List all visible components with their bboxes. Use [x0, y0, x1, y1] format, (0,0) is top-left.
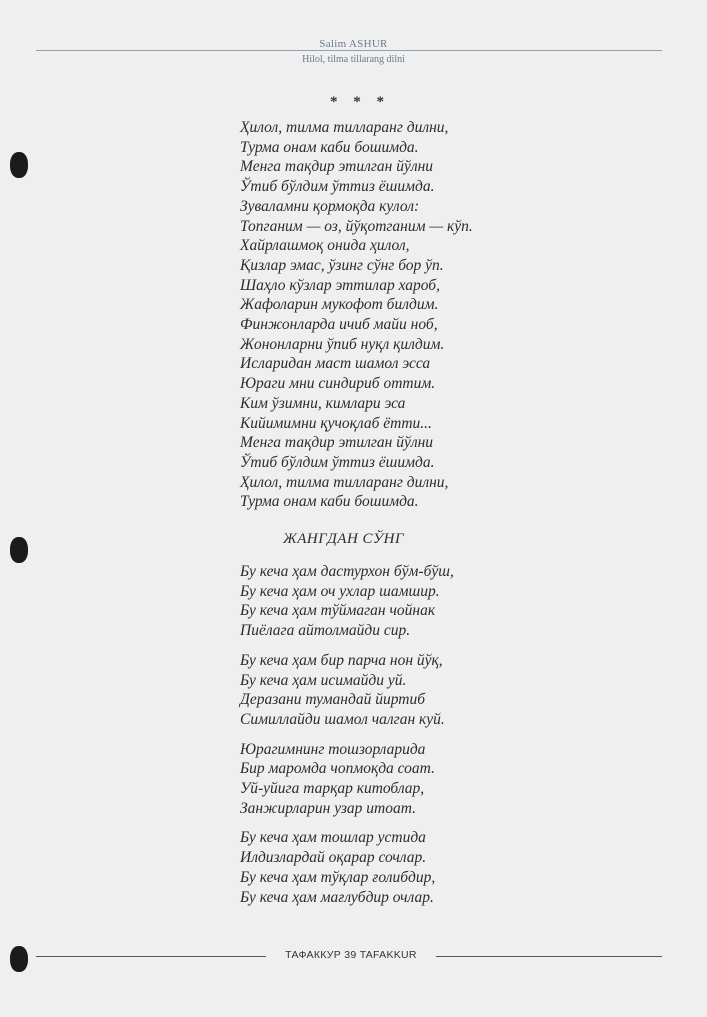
poem-line: Илдизлардай оқарар сочлар. — [240, 849, 427, 867]
poem-line: Пиёлага айтолмайди сир. — [240, 622, 411, 640]
poem-line: Юраги мни синдириб оттим. — [240, 375, 436, 393]
poem-line: Бу кеча ҳам тўймаган чойнак — [240, 602, 436, 620]
poem-line: Турма онам каби бошимда. — [240, 138, 419, 156]
poem-line: Ҳилол, тилма тилларанг дилни, — [240, 473, 449, 491]
poem-hilol — [240, 118, 473, 512]
poem-line: Ҳилол, тилма тилларанг дилни, — [240, 119, 449, 136]
poem-line: Ўтиб бўлдим ўттиз ёшимда. — [240, 178, 435, 196]
punch-hole-bottom — [10, 946, 28, 972]
poem-line: Деразани тумандай йиртиб — [240, 691, 425, 709]
poem-line: Кийимимни қучоқлаб ётти... — [240, 414, 432, 432]
poem-line: Ким ўзимни, кимлари эса — [240, 394, 406, 412]
stanza — [240, 651, 454, 730]
poem-line: Зуваламни қормоқда кулол: — [240, 197, 420, 215]
header-rule — [36, 50, 662, 51]
footer-rule-left — [36, 956, 266, 957]
poem-line: Занжирларин узар итоат. — [240, 799, 417, 817]
poem-line: Бу кеча ҳам бир парча нон йўқ, — [240, 651, 443, 669]
poem-line: Исларидан маст шамол эсса — [240, 355, 431, 373]
footer-rule-right — [436, 956, 662, 957]
poem-line: Бу кеча ҳам тўқлар ғолибдир, — [240, 868, 436, 886]
section-separator: * * * — [330, 94, 390, 110]
poem-line: Менга тақдир этилган йўлни — [240, 434, 434, 452]
poem-jangdan-song — [240, 562, 454, 917]
punch-hole-top — [10, 152, 28, 178]
poem-line: Жононларни ўпиб нуқл қилдим. — [240, 335, 445, 353]
poem-line: Хайрлашмоқ онида ҳилол, — [240, 237, 410, 255]
poem-line: Юрагимнинг тошзорларида — [240, 740, 426, 758]
poem-line: Бир маромда чопмоқда соат. — [240, 760, 435, 778]
running-header-author: Salim ASHUR — [319, 38, 388, 50]
poem-line: Менга тақдир этилган йўлни — [240, 158, 434, 176]
poem-line: Қизлар эмас, ўзинг сўнг бор ўп. — [240, 256, 444, 274]
poem-title: ЖАНГДАН СЎНГ — [283, 531, 405, 547]
poem-line: Бу кеча ҳам тошлар устида — [240, 829, 426, 847]
poem-line: Турма онам каби бошимда. — [240, 493, 419, 511]
punch-hole-middle — [10, 537, 28, 563]
stanza — [240, 740, 454, 819]
poem-line: Шаҳло кўзлар эттилар хароб, — [240, 276, 440, 294]
poem-line: Жафоларин мукофот билдим. — [240, 296, 439, 314]
poem-line: Ўтиб бўлдим ўттиз ёшимда. — [240, 453, 435, 471]
poem-line: Бу кеча ҳам мағлубдир очлар. — [240, 888, 434, 906]
poem-line: Финжонларда ичиб майи ноб, — [240, 316, 438, 334]
stanza — [240, 562, 454, 641]
poem-line: Бу кеча ҳам дастурхон бўм-бўш, — [240, 563, 454, 580]
footer-page-label: ТАФАККУР 39 TAFAKKUR — [285, 949, 417, 961]
poem-line: Уй-уйига тарқар китоблар, — [240, 780, 425, 798]
poem-line: Бу кеча ҳам исимайди уй. — [240, 671, 407, 689]
running-header-subtitle: Hilol, tilma tillarang dilni — [302, 54, 405, 65]
poem-line: Бу кеча ҳам оч ухлар шамшир. — [240, 582, 440, 600]
poem-line: Топганим — оз, йўқотганим — кўп. — [240, 217, 473, 235]
stanza — [240, 828, 454, 907]
poem-line: Симиллайди шамол чалган куй. — [240, 710, 445, 728]
